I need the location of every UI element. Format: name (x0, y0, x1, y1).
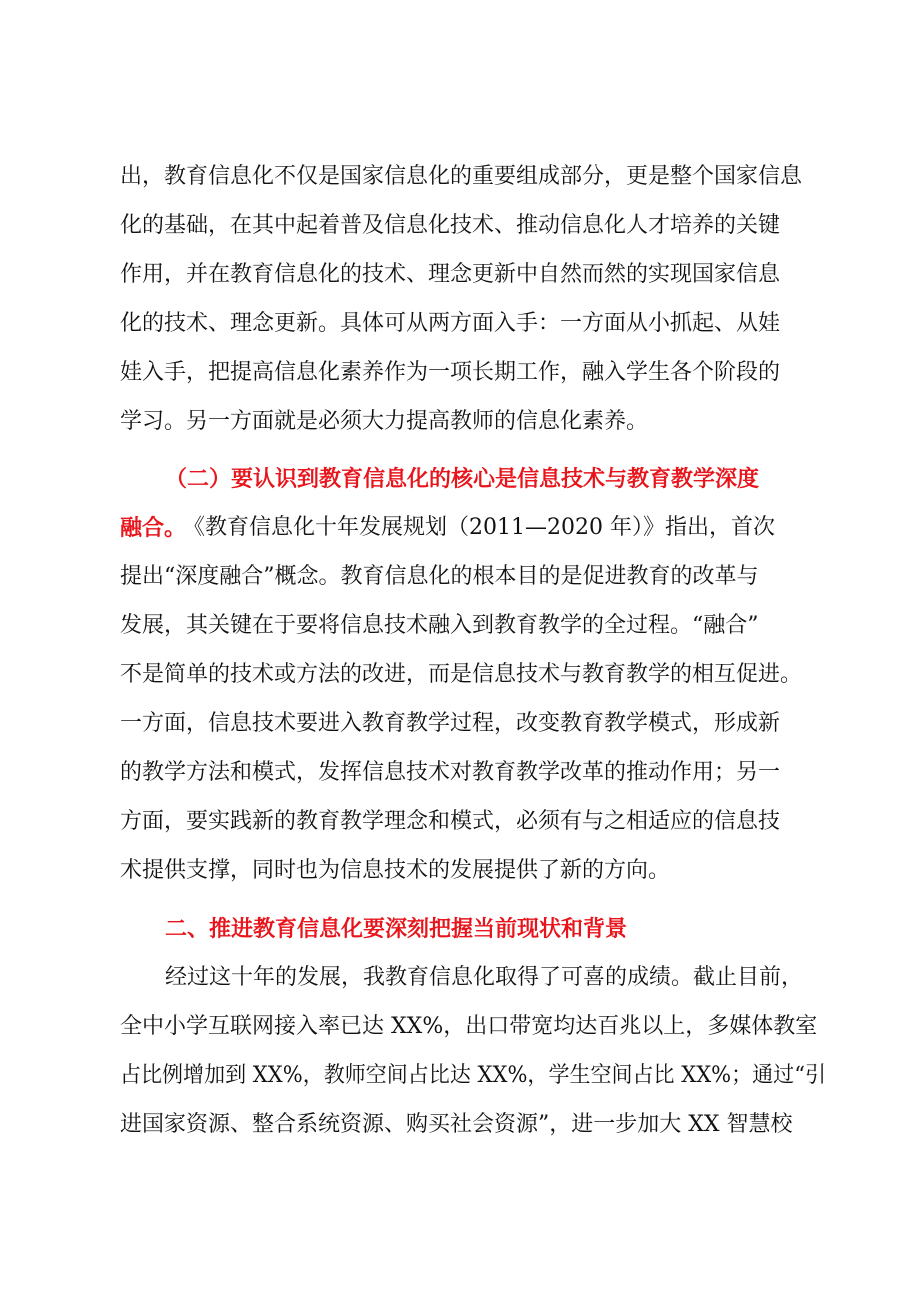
paragraph-line (0, 1007, 920, 1047)
text-line: 化的基础，在其中起着普及信息化技术、推动信息化人才培养的关键 (120, 213, 781, 238)
text-line: 术提供支撑，同时也为信息技术的发展提供了新的方向。 (120, 858, 671, 883)
text-line: 经过这十年的发展，我教育信息化取得了可喜的成绩。截止目前， (165, 965, 804, 990)
paragraph-line (0, 157, 920, 197)
text-line: 一方面，信息技术要进入教育教学过程，改变教育教学模式，形成新 (120, 711, 781, 736)
text-line: 提出“深度融合”概念。教育信息化的根本目的是促进教育的改革与 (120, 564, 759, 589)
text-line: 娃入手，把提高信息化素养作为一项长期工作，融入学生各个阶段的 (120, 360, 781, 385)
paragraph-line (0, 802, 920, 842)
paragraph-line (0, 304, 920, 344)
subheading-text: 融合。 (120, 515, 187, 541)
text-line: 化的技术、理念更新。具体可从两方面入手：一方面从小抓起、从娃 (120, 311, 781, 336)
paragraph-line (0, 606, 920, 646)
text-line: 学习。另一方面就是必须大力提高教师的信息化素养。 (120, 409, 649, 434)
text-line: 进国家资源、整合系统资源、购买社会资源”，进一步加大 XX 智慧校 (120, 1112, 793, 1137)
text-line: 占比例增加到 XX%，教师空间占比达 XX%，学生空间占比 XX%；通过“引 (120, 1063, 826, 1088)
paragraph-line (0, 1056, 920, 1096)
text-line: 作用，并在教育信息化的技术、理念更新中自然而然的实现国家信息 (120, 262, 781, 287)
paragraph-line (0, 557, 920, 597)
paragraph-line (0, 1105, 920, 1145)
paragraph-line (0, 402, 920, 442)
paragraph-line (0, 206, 920, 246)
text-line: 发展，其关键在于要将信息技术融入到教育教学的全过程。“融合” (120, 613, 759, 638)
section-heading-line (0, 909, 920, 949)
text-line: 出，教育信息化不仅是国家信息化的重要组成部分，更是整个国家信息 (120, 164, 803, 189)
subheading-text: （二）要认识到教育信息化的核心是信息技术与教育教学深度 (165, 466, 760, 492)
paragraph-line (0, 508, 920, 548)
paragraph-line (0, 704, 920, 744)
text-line: 《教育信息化十年发展规划（2011—2020 年）》指出，首次 (183, 515, 775, 540)
paragraph-line (0, 655, 920, 695)
paragraph-line (0, 255, 920, 295)
subheading-line (0, 459, 920, 499)
section-heading: 二、推进教育信息化要深刻把握当前现状和背景 (165, 916, 628, 942)
paragraph-line (0, 753, 920, 793)
paragraph-line (0, 353, 920, 393)
paragraph-line (0, 851, 920, 891)
text-line: 全中小学互联网接入率已达 XX%，出口带宽均达百兆以上，多媒体教室 (120, 1014, 818, 1039)
text-line: 方面，要实践新的教育教学理念和模式，必须有与之相适应的信息技 (120, 809, 781, 834)
paragraph-line (0, 958, 920, 998)
text-line: 不是简单的技术或方法的改进，而是信息技术与教育教学的相互促进。 (120, 662, 803, 687)
text-line: 的教学方法和模式，发挥信息技术对教育教学改革的推动作用；另一 (120, 760, 781, 785)
